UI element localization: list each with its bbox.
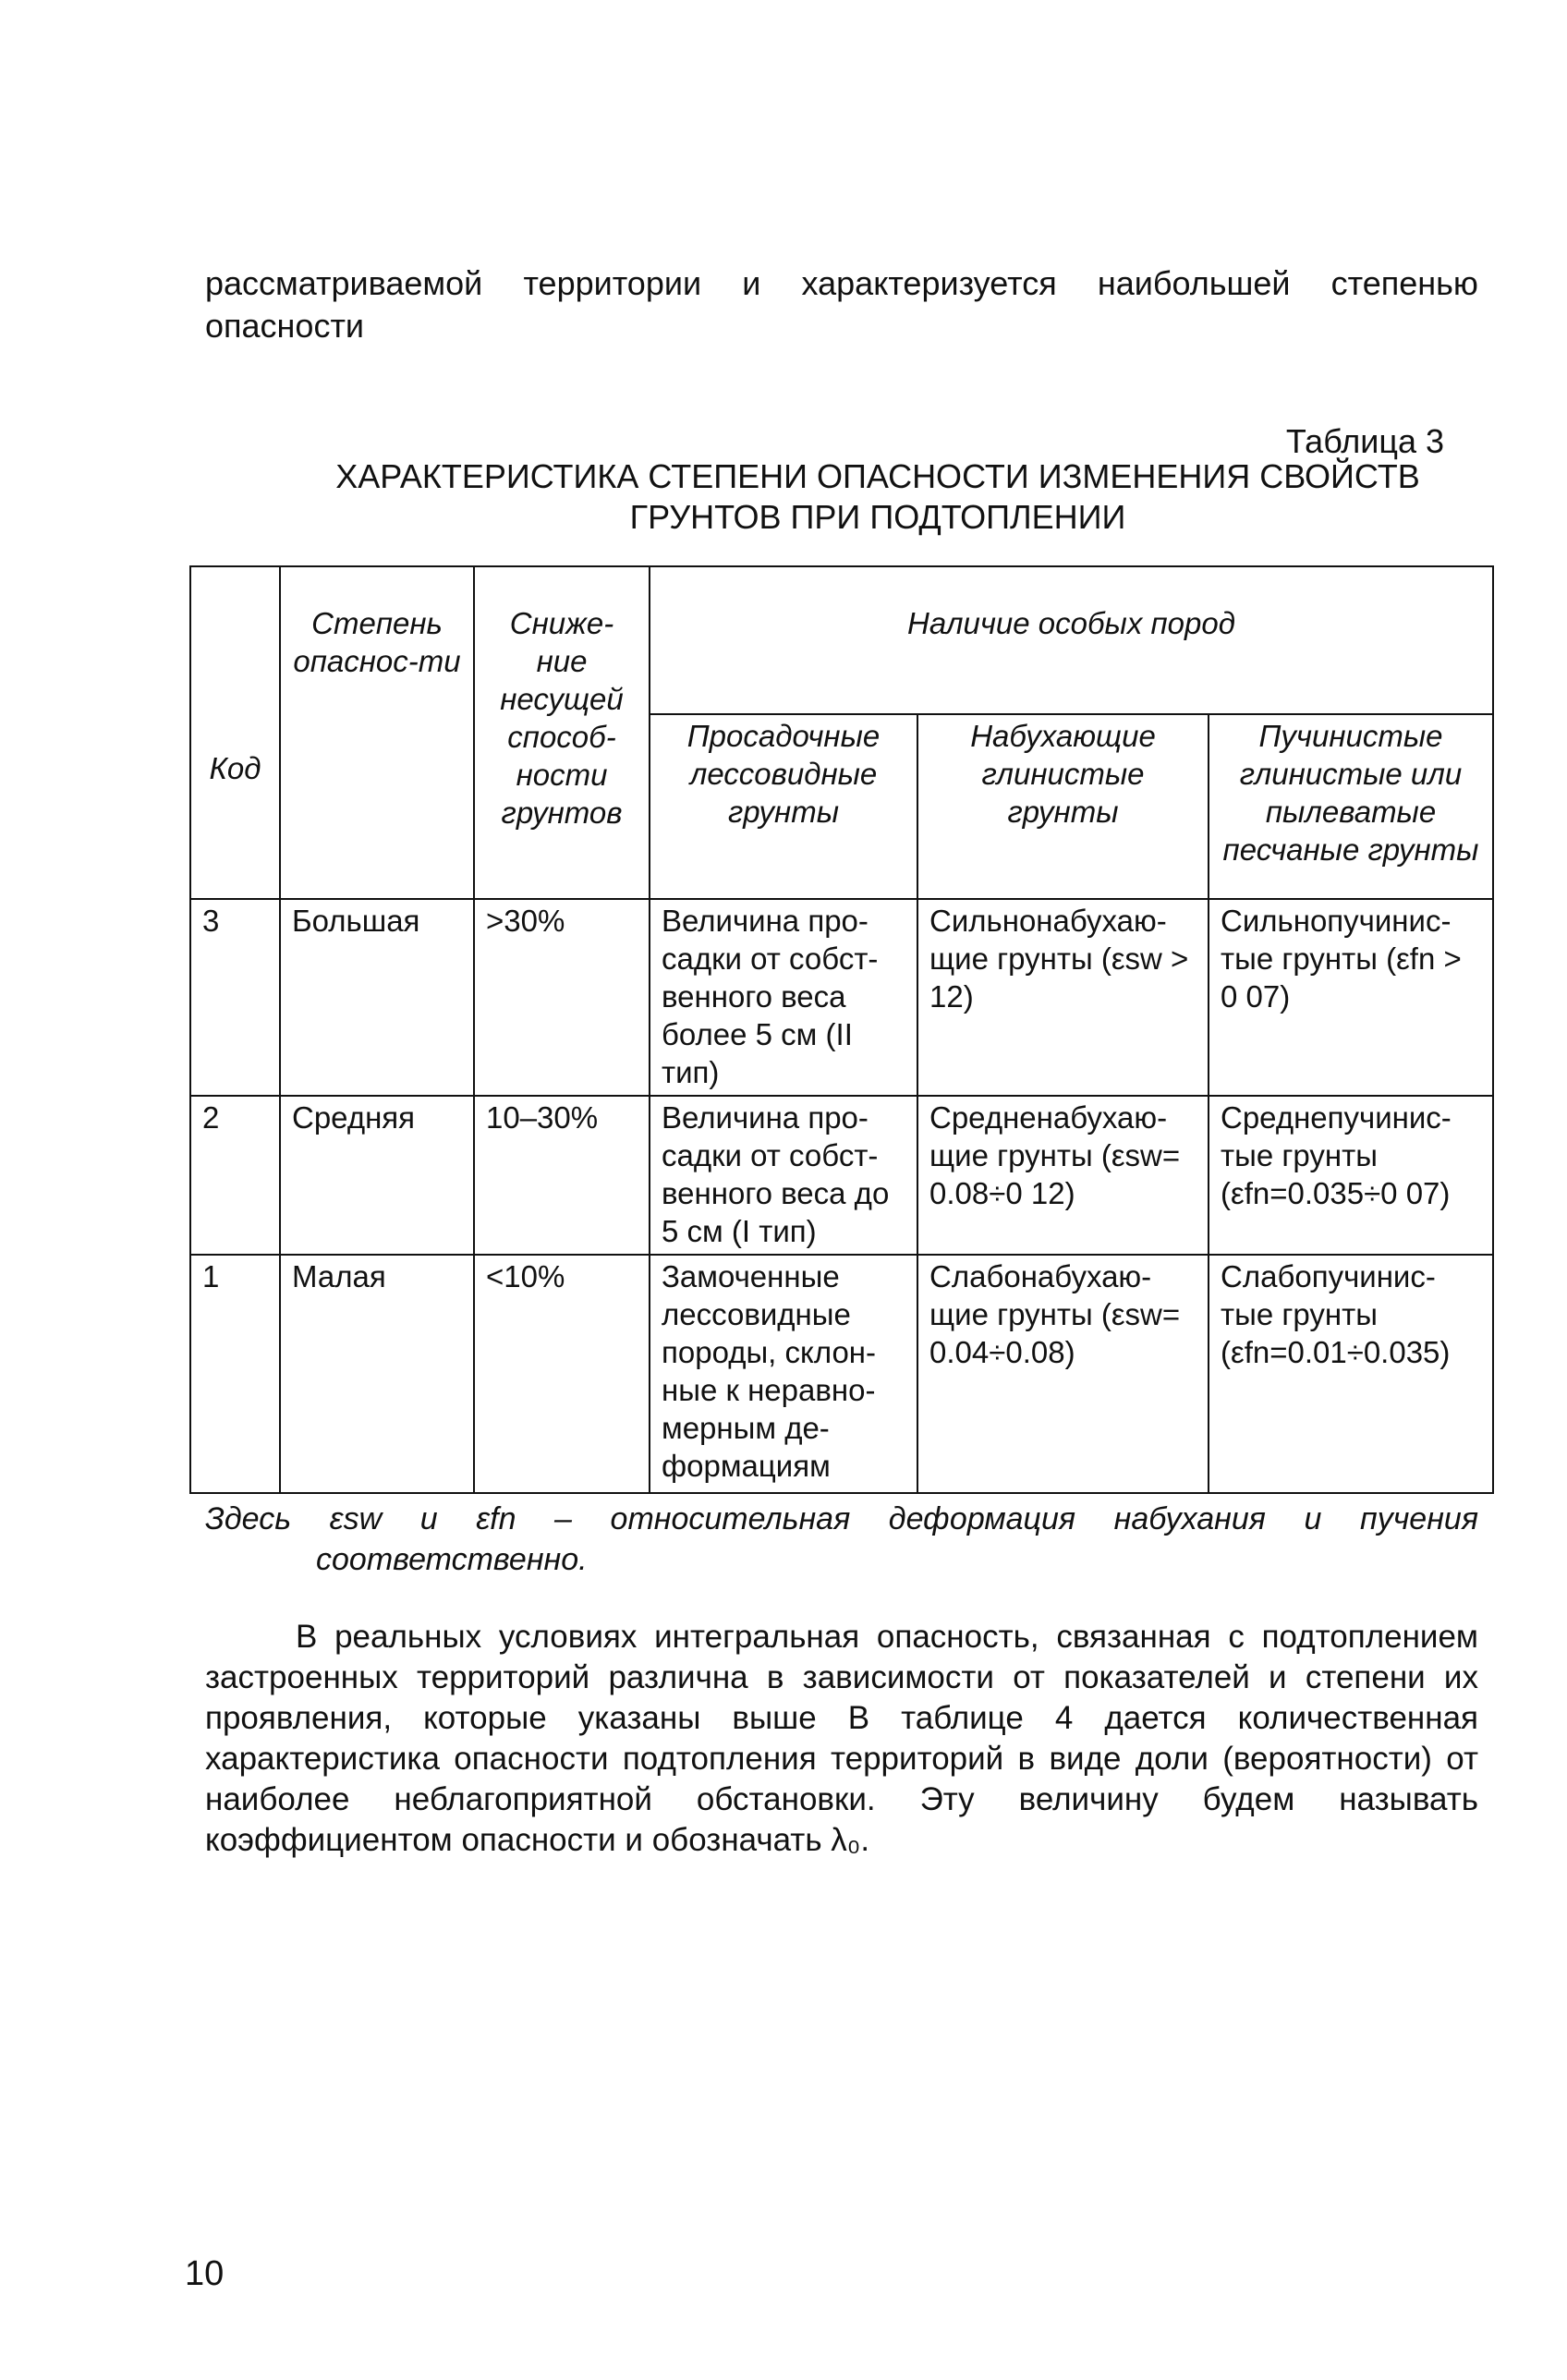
- cell-subsiding: Величина про-садки от собст-венного веса более 5 см (II тип): [650, 899, 917, 1096]
- table-note: [205, 1499, 1478, 1580]
- note-word: и: [419, 1501, 438, 1536]
- cell-swelling: Средненабухаю-щие грунты (εsw= 0.08÷0 12): [917, 1096, 1209, 1255]
- table-row: [190, 1096, 1493, 1255]
- header-reduction: Сниже-ние несущей способ-ности грунтов: [474, 566, 650, 899]
- header-special-rocks: Наличие особых пород: [650, 566, 1493, 714]
- page-number: 10: [185, 2254, 225, 2293]
- table-title-line-1: ХАРАКТЕРИСТИКА СТЕПЕНИ ОПАСНОСТИ ИЗМЕНЕНИЯ СВОЙСТВ: [335, 457, 1420, 495]
- table-label: Таблица 3: [1285, 422, 1444, 460]
- intro-word: рассматриваемой: [205, 264, 483, 302]
- note-word: εfn: [476, 1501, 516, 1536]
- note-line-2: соответственно.: [316, 1542, 588, 1577]
- intro-text: [205, 262, 1478, 347]
- note-word: Здесь: [205, 1501, 292, 1536]
- intro-word: степенью: [1330, 264, 1478, 302]
- cell-swelling: Сильнонабухаю-щие грунты (εsw > 12): [917, 899, 1209, 1096]
- cell-subsiding: Величина про-садки от собст-венного веса до 5 см (I тип): [650, 1096, 917, 1255]
- note-word: деформация: [888, 1501, 1076, 1536]
- cell-degree: Средняя: [280, 1096, 474, 1255]
- intro-word: территории: [523, 264, 702, 302]
- cell-reduction: >30%: [474, 899, 650, 1096]
- cell-reduction: <10%: [474, 1255, 650, 1493]
- hazard-table: [189, 565, 1494, 1494]
- cell-code: 3: [190, 899, 280, 1096]
- intro-word: наибольшей: [1097, 264, 1291, 302]
- table-row: [190, 1255, 1493, 1493]
- header-row: [190, 566, 1493, 714]
- header-degree: Степень опаснос-ти: [280, 566, 474, 899]
- note-word: и: [1304, 1501, 1322, 1536]
- cell-code: 1: [190, 1255, 280, 1493]
- cell-subsiding: Замоченные лессовидные породы, склон-ные к неравно-мерным де-формациям: [650, 1255, 917, 1493]
- table-row: [190, 899, 1493, 1096]
- intro-word: и: [742, 264, 761, 302]
- intro-word: характеризуется: [801, 264, 1057, 302]
- header-code: Код: [190, 566, 280, 899]
- cell-swelling: Слабонабухаю-щие грунты (εsw= 0.04÷0.08): [917, 1255, 1209, 1493]
- body-text: [205, 1617, 1478, 1861]
- header-subsiding: Просадочные лессовидные грунты: [650, 714, 917, 899]
- note-word: –: [554, 1501, 572, 1536]
- cell-code: 2: [190, 1096, 280, 1255]
- table-title: [277, 456, 1478, 538]
- cell-heaving: Среднепучинис-тые грунты (εfn=0.035÷0 07): [1209, 1096, 1493, 1255]
- cell-heaving: Слабопучинис-тые грунты (εfn=0.01÷0.035): [1209, 1255, 1493, 1493]
- note-word: εsw: [329, 1501, 383, 1536]
- intro-line-1: [205, 262, 1478, 305]
- cell-heaving: Сильнопучинис-тые грунты (εfn > 0 07): [1209, 899, 1493, 1096]
- intro-line-2: опасности: [205, 307, 365, 345]
- body-paragraph: В реальных условиях интегральная опасность, связанная с подтоплением застроенных территорий различна в зависимости от показателей и степени их проявления, которые указаны выше В таблице 4 дается количественная характеристика опасности подтопления территорий в виде доли (вероятности) от наиболее неблагоприятной обстановки. Эту величину будем называть коэффициентом опасности и обозначать λ₀.: [205, 1619, 1478, 1858]
- note-word: пучения: [1360, 1501, 1478, 1536]
- header-swelling: Набухающие глинистые грунты: [917, 714, 1209, 899]
- note-word: набухания: [1113, 1501, 1266, 1536]
- note-word: относительная: [610, 1501, 851, 1536]
- cell-degree: Малая: [280, 1255, 474, 1493]
- cell-reduction: 10–30%: [474, 1096, 650, 1255]
- note-line-1: [205, 1499, 1478, 1539]
- table-title-line-2: ГРУНТОВ ПРИ ПОДТОПЛЕНИИ: [629, 498, 1126, 536]
- cell-degree: Большая: [280, 899, 474, 1096]
- header-heaving: Пучинистые глинистые или пылеватые песчаные грунты: [1209, 714, 1493, 899]
